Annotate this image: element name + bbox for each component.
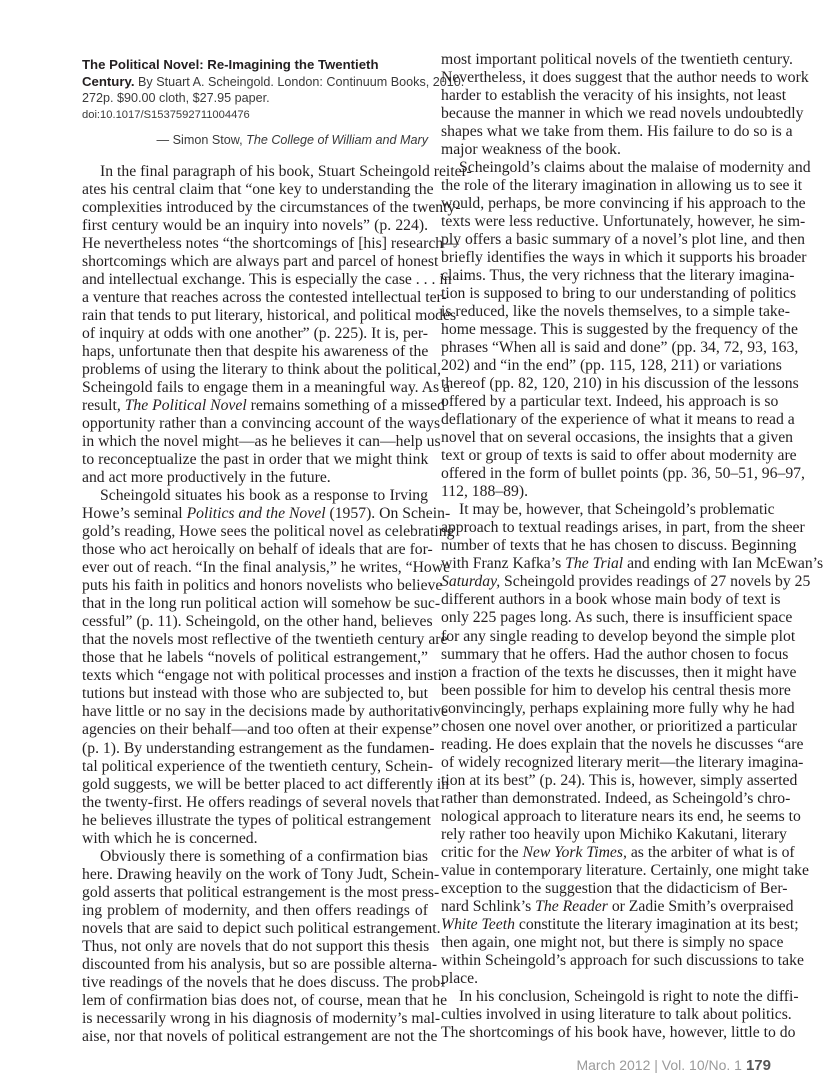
text-line: convincingly, perhaps explaining more fully why he had [441, 699, 795, 717]
text-line: number of texts that he has chosen to discuss. Beginning [441, 537, 797, 555]
text-line: with Franz Kafka’s The Trial and ending with Ian McEwan’s [441, 555, 823, 573]
text-line: culties involved in using literature to talk about politics. [441, 1005, 792, 1023]
text-line: Scheingold’s claims about the malaise of modernity and [459, 159, 811, 177]
book-title: The Political Novel: Re-Imagining the Twentieth [82, 57, 379, 72]
text-line: briefly identifies the ways in which it supports his broader [441, 249, 807, 267]
text-line: different authors in a book whose main body of text is [441, 591, 781, 609]
paragraph [441, 51, 809, 159]
text-line: and intellectual exchange. This is especially the case . . . in [82, 271, 452, 289]
text-line: critic for the New York Times, as the arbiter of what is of [441, 843, 795, 861]
text-line: summary that he offers. Had the author chosen to focus [441, 645, 789, 663]
text-line: opportunity rather than a convincing account of the ways [82, 415, 441, 433]
text-line: Nevertheless, it does suggest that the author needs to work [441, 69, 809, 87]
text-line: discounted from his analysis, but so are possible alterna- [82, 955, 438, 973]
text-line: major weakness of the book. [441, 141, 621, 159]
text-line: text or group of texts is said to offer about modernity are [441, 447, 797, 465]
text-line: The shortcomings of his book have, however, little to do [441, 1023, 796, 1041]
text-line: with which he is concerned. [82, 829, 258, 847]
review-header [82, 57, 465, 123]
text-line: He nevertheless notes “the shortcomings of [his] research— [82, 235, 459, 253]
text-line: of widely recognized literary merit—the literary imagina- [441, 753, 804, 771]
text-line: offered by a particular text. Indeed, his approach is so [441, 393, 779, 411]
text-line: aise, nor that novels of political estrangement are not the [82, 1027, 438, 1045]
page-number: 179 [745, 1057, 771, 1074]
text-line: he believes illustrate the types of political estrangement [82, 811, 431, 829]
text-line: tion at its best” (p. 24). This is, however, simply asserted [441, 771, 798, 789]
text-line: gold suggests, we will be better placed to act differently in [82, 775, 449, 793]
text-line: deflationary of the experience of what it means to read a [441, 411, 795, 429]
text-line: offered in the form of bullet points (pp. 36, 50–51, 96–97, [441, 465, 805, 483]
italic-title: White Teeth [441, 915, 515, 933]
text-line: In his conclusion, Scheingold is right to note the diffi- [459, 987, 799, 1005]
text-line: exception to the suggestion that the didacticism of Ber- [441, 879, 788, 897]
text-line: nard Schlink’s The Reader or Zadie Smith’s overpraised [441, 897, 794, 915]
italic-title: The Political Novel [124, 397, 247, 415]
paragraph [441, 987, 799, 1042]
text-line: gold asserts that political estrangement is the most press- [82, 883, 440, 901]
text-line: those that he labels “novels of political estrangement,” [82, 649, 428, 667]
text-line: Howe’s seminal Politics and the Novel (1957). On Schein- [82, 505, 451, 523]
text-line: approach to textual readings arises, in part, from the sheer [441, 519, 805, 537]
paragraph [82, 847, 448, 1046]
text-line: have little or no say in the decisions made by authoritative [82, 703, 448, 721]
text-line: chosen one novel over another, or prioritized a particular [441, 717, 798, 735]
italic-title: Saturday, [441, 573, 501, 591]
paragraph [441, 501, 823, 987]
paragraph [82, 487, 455, 847]
text-line: to reconceptualize the past in order that we might think [82, 451, 429, 469]
text-line: most important political novels of the twentieth century. [441, 51, 793, 68]
text-line: harder to establish the veracity of his insights, not least [441, 87, 787, 105]
text-line: result, The Political Novel remains something of a missed [82, 397, 445, 415]
text-line: shortcomings which are always part and parcel of honest [82, 253, 439, 271]
text-line: complexities introduced by the circumstances of the twenty- [82, 199, 461, 217]
reviewer-attribution [157, 133, 428, 147]
text-line: the twenty-first. He offers readings of several novels that [82, 793, 440, 811]
text-line: a venture that reaches across the contested intellectual ter- [82, 289, 447, 307]
text-line: ever out of reach. “In the final analysis,” he writes, “Howe [82, 559, 451, 577]
text-line: shapes what we take from them. His failure to do so is a [441, 123, 793, 141]
text-line: is necessarily wrong in his diagnosis of modernity’s mal- [82, 1009, 441, 1027]
text-line: home message. This is suggested by the frequency of the [441, 321, 798, 339]
text-line: tion is supposed to bring to our understanding of politics [441, 285, 797, 303]
doi: doi:10.1017/S1537592711004476 [82, 108, 250, 121]
issue-info: March 2012 | Vol. 10/No. 1 [576, 1057, 742, 1073]
book-citation-line [82, 73, 465, 91]
reviewer-affiliation: The College of William and Mary [246, 133, 428, 147]
book-title-continued: Century. [82, 73, 135, 89]
text-line: gold’s reading, Howe sees the political novel as celebrating [82, 523, 455, 541]
page-footer [576, 1057, 771, 1075]
text-line: ing problem of modernity, and then offers readings of [82, 901, 428, 919]
paragraph [441, 159, 811, 501]
book-price: 272p. $90.00 cloth, $27.95 paper. [82, 91, 270, 105]
text-line: thereof (pp. 82, 120, 210) in his discussion of the lessons [441, 375, 799, 393]
text-line: tive readings of the novels that he does discuss. The prob- [82, 973, 446, 991]
text-line: because the manner in which we read novels undoubtedly [441, 105, 804, 123]
text-line: Scheingold fails to engage them in a meaningful way. As a [82, 379, 450, 397]
text-line: 112, 188–89). [441, 483, 529, 501]
text-line: on a fraction of the texts he discusses, then it might have [441, 663, 797, 681]
text-line: within Scheingold’s approach for such discussions to take [441, 951, 804, 969]
text-line: then again, one might not, but there is simply no space [441, 933, 784, 951]
text-line: ply offers a basic summary of a novel’s plot line, and then [441, 231, 805, 249]
text-line: ates his central claim that “one key to understanding the [82, 181, 434, 199]
text-line: texts were less reductive. Unfortunately, however, he sim- [441, 213, 806, 231]
text-line: rather than demonstrated. Indeed, as Scheingold’s chro- [441, 789, 791, 807]
text-line: for any single reading to develop beyond the simple plot [441, 627, 796, 645]
italic-title: New York Times, [522, 843, 627, 861]
text-line: the role of the literary imagination in allowing us to see it [441, 177, 803, 195]
text-line: first century would be an inquiry into novels” (p. 224). [82, 217, 428, 235]
text-line: Thus, not only are novels that do not support this thesis [82, 937, 430, 955]
text-line: been possible for him to develop his central thesis more [441, 681, 791, 699]
italic-title: The Trial [565, 555, 624, 573]
text-line: and act more productively in the future. [82, 469, 331, 487]
text-line: those who act heroically on behalf of ideals that are for- [82, 541, 433, 559]
text-line: (p. 1). By understanding estrangement as the fundamen- [82, 739, 435, 757]
reviewer-name: — Simon Stow, [156, 133, 247, 147]
text-line: reading. He does explain that the novels he discusses “are [441, 735, 804, 753]
text-line: that in the long run political action will somehow be suc- [82, 595, 441, 613]
text-line: Scheingold situates his book as a response to Irving [100, 487, 428, 505]
text-line: tal political experience of the twentieth century, Schein- [82, 757, 433, 775]
text-line: lem of confirmation bias does not, of course, mean that he [82, 991, 448, 1009]
text-line: tutions but instead with those who are subjected to, but [82, 685, 428, 703]
text-line: in which the novel might—as he believes it can—help us [82, 433, 441, 451]
text-line: haps, unfortunate then that despite his awareness of the [82, 343, 429, 361]
text-line: is reduced, like the novels themselves, to a simple take- [441, 303, 790, 321]
text-line: novel that on several occasions, the insights that a given [441, 429, 794, 447]
text-line: would, perhaps, be more convincing if his approach to the [441, 195, 806, 213]
book-title-line [82, 57, 428, 74]
text-line: puts his faith in politics and honors novelists who believe [82, 577, 443, 595]
text-line: 202) and “in the end” (pp. 115, 128, 211) or variations [441, 357, 782, 375]
text-line: only 225 pages long. As such, there is insufficient space [441, 609, 793, 627]
text-line: claims. Thus, the very richness that the literary imagina- [441, 267, 795, 285]
text-line: rain that tends to put literary, historical, and political modes [82, 307, 457, 325]
text-line: cessful” (p. 11). Scheingold, on the other hand, believes [82, 613, 433, 631]
text-line: value in contemporary literature. Certainly, one might take [441, 861, 809, 879]
text-line: of inquiry at odds with one another” (p. 225). It is, per- [82, 325, 428, 343]
paragraph [82, 163, 472, 487]
text-line: phrases “When all is said and done” (pp. 34, 72, 93, 163, [441, 339, 799, 357]
text-line: novels that are said to depict such political estrangement. [82, 919, 441, 937]
text-line: In the final paragraph of his book, Stuart Scheingold reiter- [100, 163, 472, 180]
italic-title: The Reader [535, 897, 608, 915]
book-byline: By Stuart A. Scheingold. London: Continuum Books, 2010. [134, 74, 465, 89]
text-line: that the novels most reflective of the twentieth century are [82, 631, 448, 649]
text-line: problems of using the literary to think about the political, [82, 361, 441, 379]
text-line: It may be, however, that Scheingold’s problematic [459, 501, 775, 519]
text-line: here. Drawing heavily on the work of Tony Judt, Schein- [82, 865, 440, 883]
text-line: texts which “engage not with political processes and insti- [82, 667, 448, 685]
text-line: Saturday, Scheingold provides readings of 27 novels by 25 [441, 573, 811, 591]
text-line: rely rather too heavily upon Michiko Kakutani, literary [441, 825, 787, 843]
text-line: agencies on their behalf—and too often at their expense” [82, 721, 440, 739]
right-column [441, 51, 823, 1042]
text-line: place. [441, 969, 479, 987]
text-line: Obviously there is something of a confirmation bias [100, 847, 428, 865]
text-line: White Teeth constitute the literary imagination at its best; [441, 915, 799, 933]
italic-title: Politics and the Novel [186, 505, 326, 523]
text-line: nological approach to literature nears its end, he seems to [441, 807, 801, 825]
